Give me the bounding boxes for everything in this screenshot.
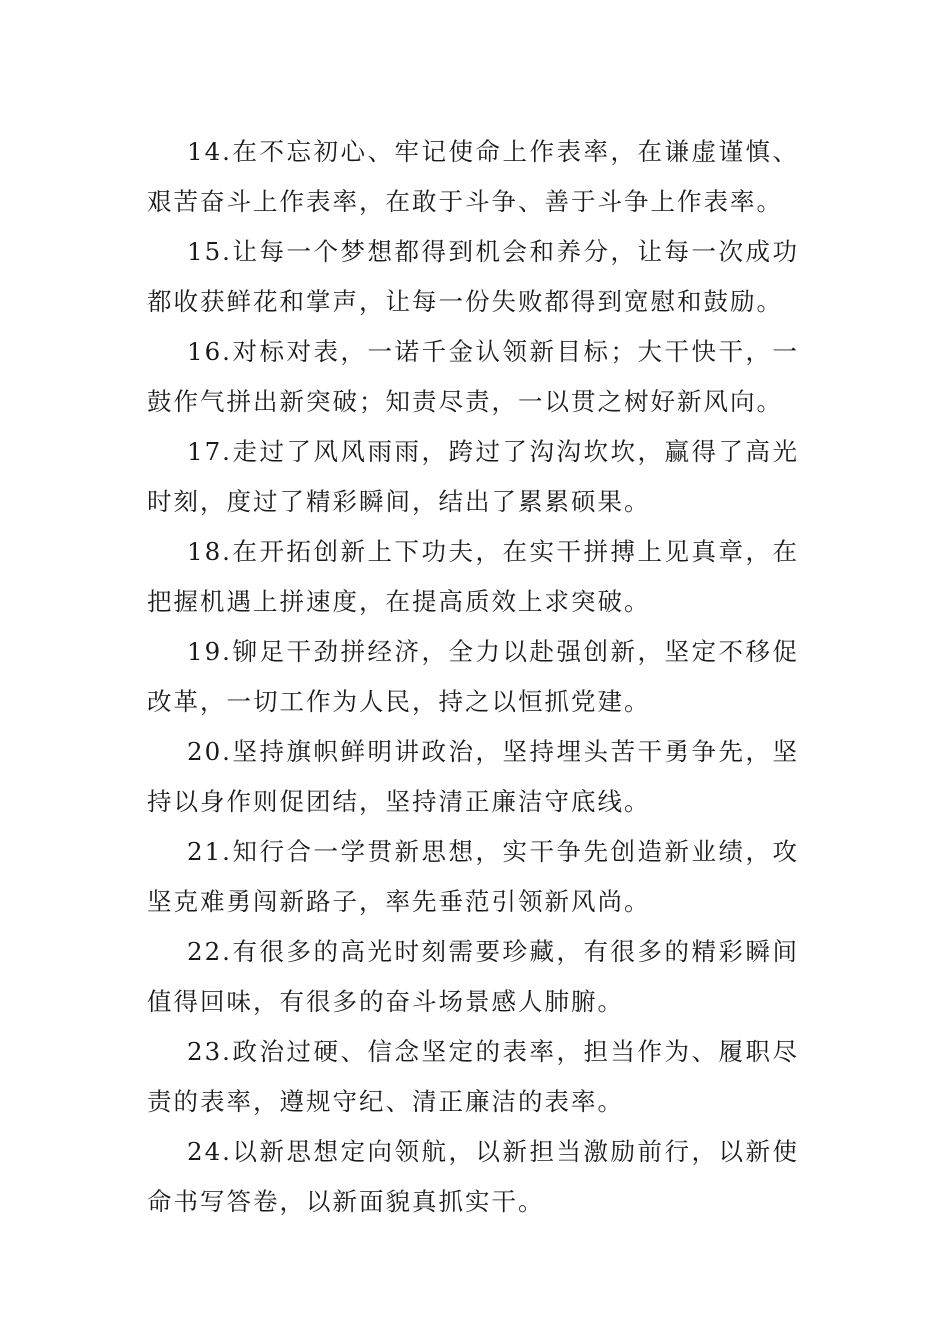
- paragraph-21: 21.知行合一学贯新思想，实干争先创造新业绩，攻坚克难勇闯新路子，率先垂范引领新风尚。: [147, 837, 799, 916]
- paragraph-19: 19.铆足干劲拼经济，全力以赴强创新，坚定不移促改革，一切工作为人民，持之以恒抓党建。: [147, 637, 799, 716]
- document-body: [147, 127, 799, 1227]
- paragraph-18: 18.在开拓创新上下功夫，在实干拼搏上见真章，在把握机遇上拼速度，在提高质效上求突破。: [147, 537, 799, 616]
- paragraph-24: 24.以新思想定向领航，以新担当激励前行，以新使命书写答卷，以新面貌真抓实干。: [147, 1137, 799, 1216]
- paragraph-14: 14.在不忘初心、牢记使命上作表率，在谦虚谨慎、艰苦奋斗上作表率，在敢于斗争、善于斗争上作表率。: [147, 137, 799, 216]
- paragraph-17: 17.走过了风风雨雨，跨过了沟沟坎坎，赢得了高光时刻，度过了精彩瞬间，结出了累累硕果。: [147, 437, 799, 516]
- paragraph-23: 23.政治过硬、信念坚定的表率，担当作为、履职尽责的表率，遵规守纪、清正廉洁的表率。: [147, 1037, 799, 1116]
- paragraph-16: 16.对标对表，一诺千金认领新目标；大干快干，一鼓作气拼出新突破；知责尽责，一以贯之树好新风向。: [147, 337, 799, 416]
- paragraph-22: 22.有很多的高光时刻需要珍藏，有很多的精彩瞬间值得回味，有很多的奋斗场景感人肺腑。: [147, 937, 799, 1016]
- paragraph-15: 15.让每一个梦想都得到机会和养分，让每一次成功都收获鲜花和掌声，让每一份失败都得到宽慰和鼓励。: [147, 237, 799, 316]
- paragraph-20: 20.坚持旗帜鲜明讲政治，坚持埋头苦干勇争先，坚持以身作则促团结，坚持清正廉洁守底线。: [147, 737, 799, 816]
